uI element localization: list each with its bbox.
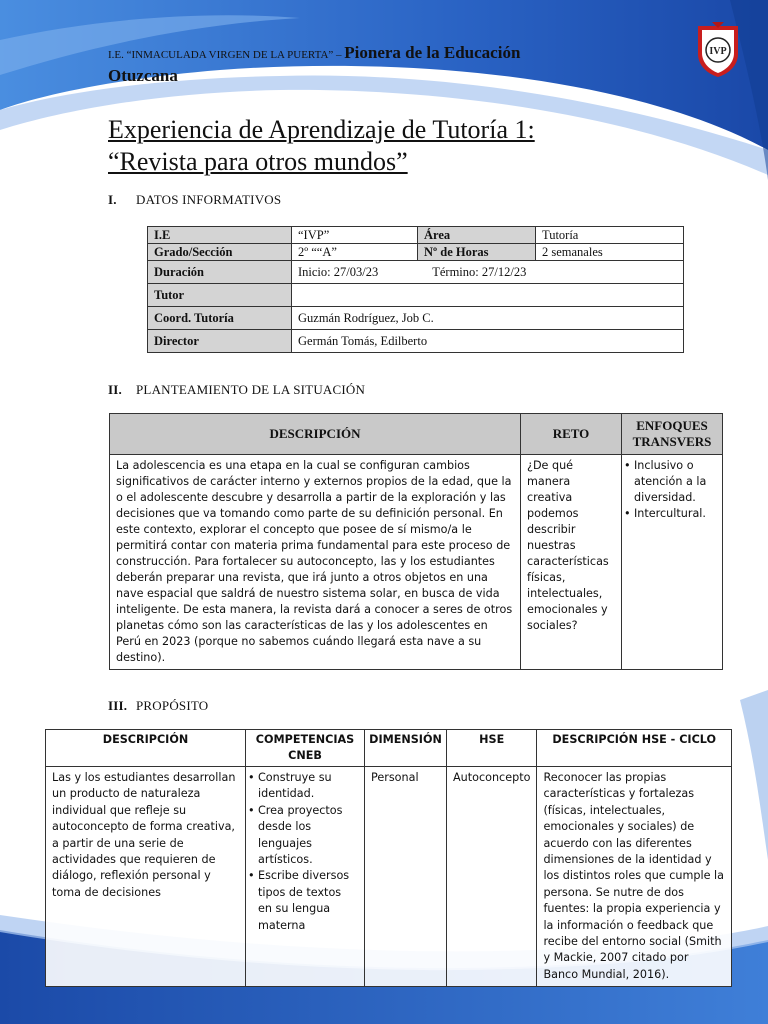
table-header-row: [110, 414, 723, 455]
proposito-desc-hse: Reconocer las propias características y fortalezas (físicas, intelectuales, emocionales y sociales) de acuerdo con las diferentes dimensiones de la identidad y los distintos roles que cumple la persona. Se nutre de dos fuentes: la propia experiencia y la información o feedback que recibe del entorno social (Smith y Mackie, 2007 citado por Banco Mundial, 2016).: [537, 767, 732, 987]
table-row: [46, 767, 732, 987]
horas-value: 2 semanales: [536, 244, 684, 261]
table-row: [148, 227, 684, 244]
col-reto: RETO: [521, 414, 622, 455]
ie-label: I.E: [148, 227, 292, 244]
section2-heading: [108, 382, 365, 398]
table-row: [148, 330, 684, 353]
tutor-label: Tutor: [148, 284, 292, 307]
grado-value: 2º ““A”: [292, 244, 418, 261]
proposito-competencias: [246, 767, 365, 987]
table-row: [148, 307, 684, 330]
situacion-descripcion: La adolescencia es una etapa en la cual se configuran cambios significativos de carácter interno y externos propios de la edad, que la o el adolescente descubre y desarrolla a partir de la exploración y las decisiones que va tomando como parte de su definición personal. En este contexto, explorar el concepto que posee de sí mismo/a le permitirá contar con materia prima fundamental para este proceso de construcción. Para fortalecer su autoconcepto, las y los estudiantes deberán preparar una revista, que irá junto a otros objetos en una nave espacial que saldrá de nuestro sistema solar, en busca de vida inteligente. De esta manera, la revista dará a conocer a seres de otros planetas cómo son las características de las y los adolescentes en Perú en 2023 (porque no sabemos cuándo llegará esta nave a su destino).: [110, 455, 521, 670]
school-name: I.E. “INMACULADA VIRGEN DE LA PUERTA” –: [108, 49, 342, 61]
proposito-table: [45, 729, 732, 987]
coord-label: Coord. Tutoría: [148, 307, 292, 330]
proposito-descripcion: Las y los estudiantes desarrollan un producto de naturaleza individual que refleje su autoconcepto de forma creativa, a partir de una serie de actividades que requieren de diálogo, reflexión personal y toma de decisiones: [46, 767, 246, 987]
section3-number: III.: [108, 698, 128, 713]
area-label: Área: [418, 227, 536, 244]
table-row: [148, 261, 684, 284]
director-label: Director: [148, 330, 292, 353]
section2-number: II.: [108, 382, 122, 397]
proposito-hse: Autoconcepto: [447, 767, 537, 987]
tutor-value: [292, 284, 684, 307]
director-value: Germán Tomás, Edilberto: [292, 330, 684, 353]
col-hse: HSE: [447, 730, 537, 767]
proposito-dimension: Personal: [365, 767, 447, 987]
col-descripcion: DESCRIPCIÓN: [110, 414, 521, 455]
slogan-part1: Pionera de la Educación: [344, 43, 521, 62]
col-dimension: DIMENSIÓN: [365, 730, 447, 767]
col-descripcion: DESCRIPCIÓN: [46, 730, 246, 767]
termino-date: Término: 27/12/23: [432, 265, 527, 279]
duracion-label: Duración: [148, 261, 292, 284]
horas-label: Nº de Horas: [418, 244, 536, 261]
grado-label: Grado/Sección: [148, 244, 292, 261]
list-item: • Crea proyectos desde los lenguajes artísticos.: [248, 803, 358, 869]
col-enfoques: ENFOQUES TRANSVERS: [622, 414, 723, 455]
section1-title: DATOS INFORMATIVOS: [136, 192, 282, 207]
col-desc-hse: DESCRIPCIÓN HSE - CICLO: [537, 730, 732, 767]
section1-number: I.: [108, 192, 117, 207]
list-item: • Intercultural.: [624, 506, 716, 522]
section2-title: PLANTEAMIENTO DE LA SITUACIÓN: [136, 382, 366, 397]
page-title: [108, 114, 668, 178]
school-logo: [694, 20, 742, 78]
list-item: • Construye su identidad.: [248, 770, 358, 803]
datos-informativos-table: [147, 226, 684, 353]
situacion-reto: ¿De qué manera creativa podemos describir nuestras características físicas, intelectuales, emocionales y sociales?: [521, 455, 622, 670]
table-row: [148, 284, 684, 307]
section3-heading: [108, 698, 208, 714]
logo-text: IVP: [709, 46, 727, 57]
area-value: Tutoría: [536, 227, 684, 244]
section3-title: PROPÓSITO: [136, 698, 209, 713]
duracion-value: [292, 261, 684, 284]
header-school: [108, 44, 668, 64]
slogan-part2: Otuzcana: [108, 66, 178, 85]
section1-heading: [108, 192, 281, 208]
list-item: • Inclusivo o atención a la diversidad.: [624, 458, 716, 506]
inicio-date: Inicio: 27/03/23: [298, 265, 379, 279]
table-row: [148, 244, 684, 261]
title-line1: Experiencia de Aprendizaje de Tutoría 1:: [108, 115, 535, 144]
situacion-enfoques: [622, 455, 723, 670]
coord-value: Guzmán Rodríguez, Job C.: [292, 307, 684, 330]
col-competencias: COMPETENCIAS CNEB: [246, 730, 365, 767]
situacion-table: [109, 413, 723, 670]
ie-value: “IVP”: [292, 227, 418, 244]
list-item: • Escribe diversos tipos de textos en su lengua materna: [248, 868, 358, 934]
table-header-row: [46, 730, 732, 767]
table-row: [110, 455, 723, 670]
title-line2: “Revista para otros mundos”: [108, 147, 408, 176]
